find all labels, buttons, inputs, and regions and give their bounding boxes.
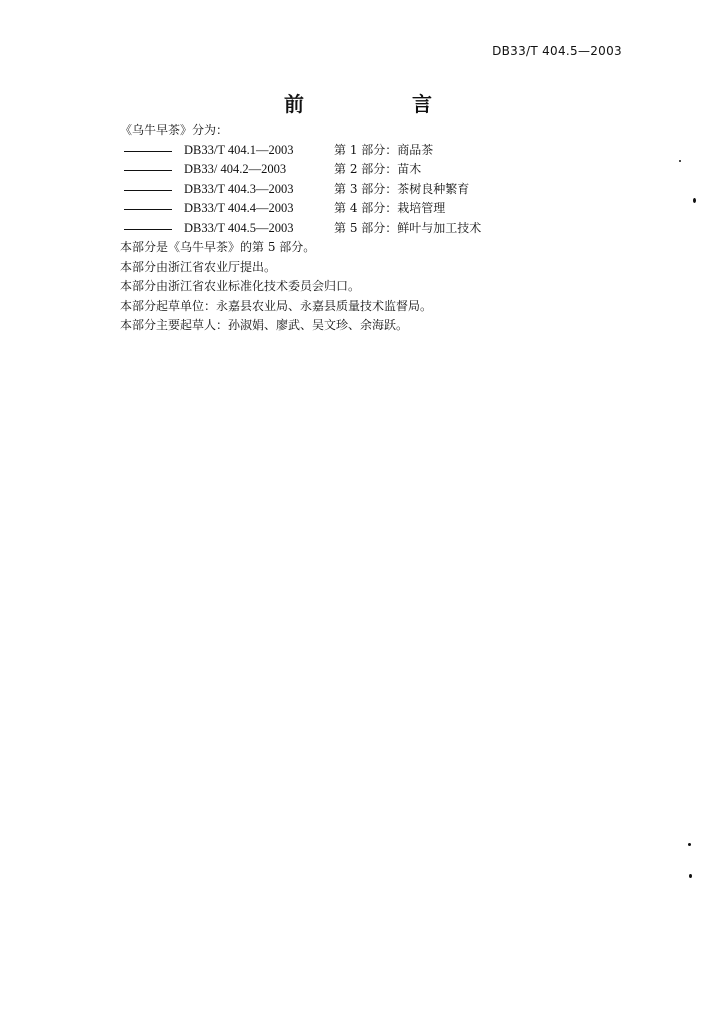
part-code: DB33/ 404.2—2003 xyxy=(184,162,287,176)
dash-separator xyxy=(124,209,172,210)
intro-line: 《乌牛早茶》分为： xyxy=(120,123,229,137)
dash-separator xyxy=(124,190,172,191)
part-list-item xyxy=(120,219,620,239)
part-code: DB33/T 404.3—2003 xyxy=(184,181,294,196)
paragraph-proposer: 本部分由浙江省农业厅提出。 xyxy=(120,259,277,274)
dash-separator xyxy=(124,170,172,171)
part-name: 第 2 部分：苗木 xyxy=(334,162,422,176)
part-name: 第 3 部分：茶树良种繁育 xyxy=(334,181,470,196)
page-title: 前 言 xyxy=(284,92,476,116)
paragraph-part-statement: 本部分是《乌牛早茶》的第 5 部分。 xyxy=(120,240,316,254)
part-list-item xyxy=(120,141,620,161)
part-code: DB33/T 404.5—2003 xyxy=(184,220,294,235)
dash-separator xyxy=(124,229,172,230)
part-list-item xyxy=(120,160,620,180)
part-name: 第 1 部分：商品茶 xyxy=(334,142,434,157)
part-list-item xyxy=(120,199,620,219)
standard-number-header: DB33/T 404.5—2003 xyxy=(492,44,622,58)
scan-speck xyxy=(688,843,691,846)
part-list-item xyxy=(120,180,620,200)
part-name: 第 5 部分：鲜叶与加工技术 xyxy=(334,220,482,235)
scan-speck xyxy=(689,874,692,878)
part-code: DB33/T 404.4—2003 xyxy=(184,201,294,215)
foreword-body xyxy=(120,121,620,336)
scan-speck xyxy=(693,198,696,203)
part-name: 第 4 部分：栽培管理 xyxy=(334,201,446,215)
paragraph-drafting-units: 本部分起草单位：永嘉县农业局、永嘉县质量技术监督局。 xyxy=(120,298,433,313)
paragraph-centralized-by: 本部分由浙江省农业标准化技术委员会归口。 xyxy=(120,279,361,293)
dash-separator xyxy=(124,151,172,152)
paragraph-drafters: 本部分主要起草人：孙淑娟、廖武、吴文珍、余海跃。 xyxy=(120,318,409,332)
scan-speck xyxy=(679,160,681,162)
part-code: DB33/T 404.1—2003 xyxy=(184,142,294,157)
